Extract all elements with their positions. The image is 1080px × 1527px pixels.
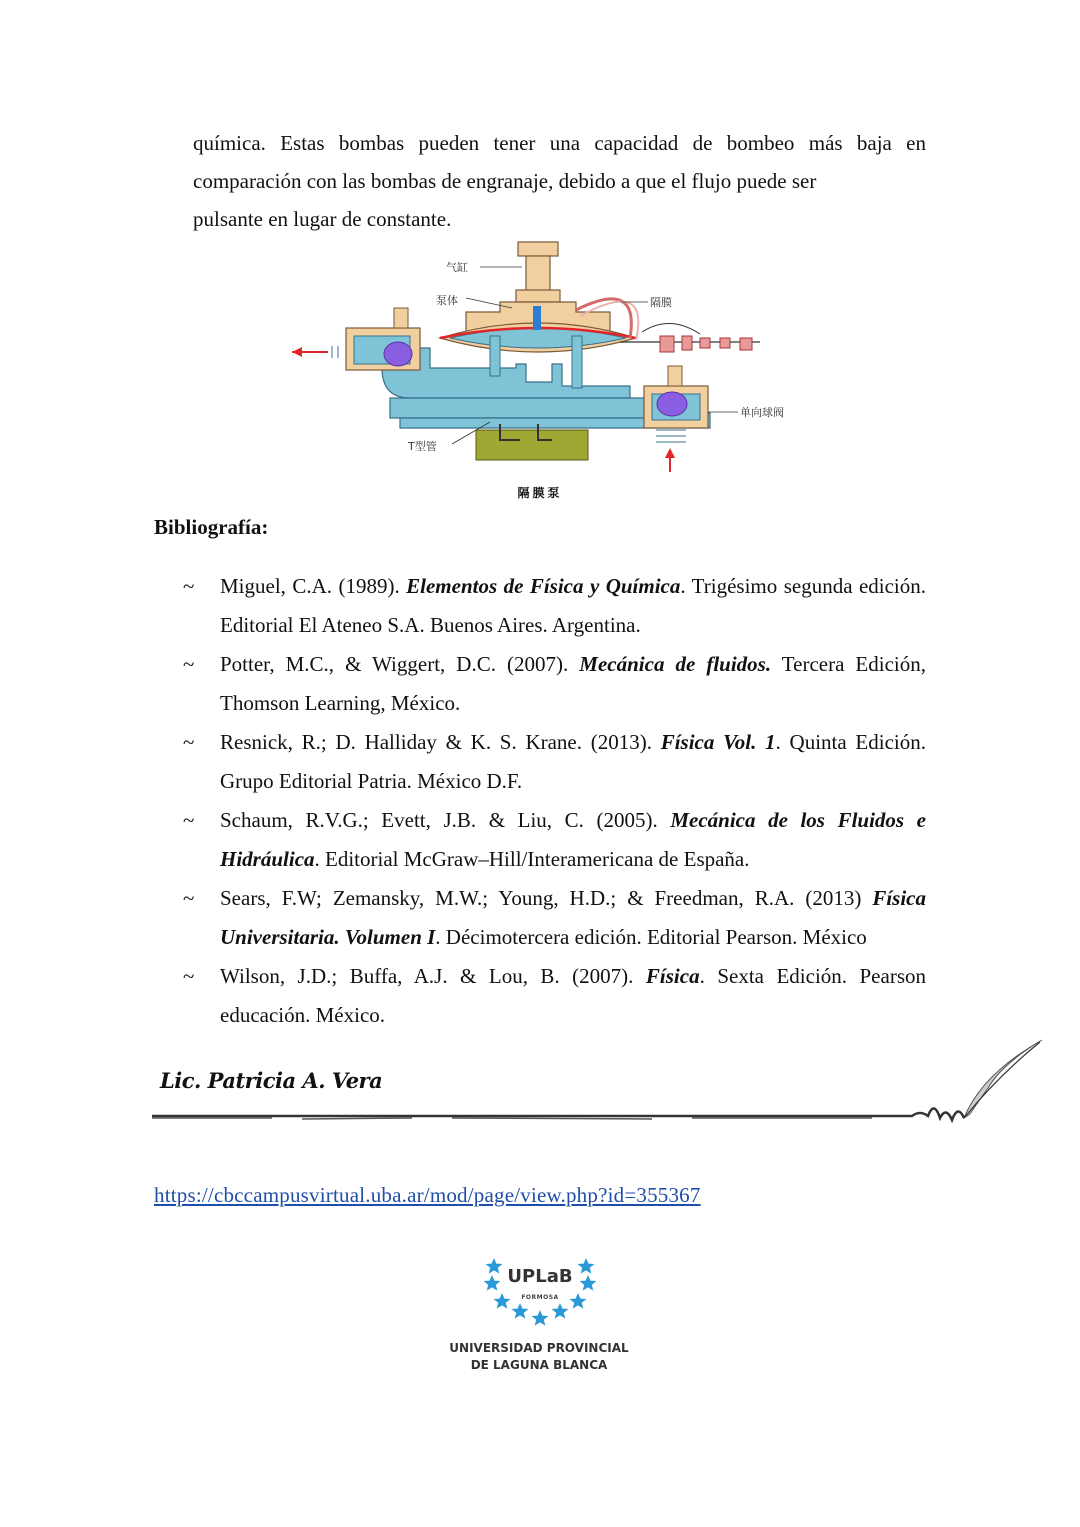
- source-link[interactable]: https://cbccampusvirtual.uba.ar/mod/page/view.php?id=355367: [154, 1183, 701, 1207]
- reference-item: ~ Wilson, J.D.; Buffa, A.J. & Lou, B. (2007). Física. Sexta Edición. Pearson educación. México.: [183, 957, 926, 1034]
- reference-item: ~ Sears, F.W; Zemansky, M.W.; Young, H.D.; & Freedman, R.A. (2013) Física Universitaria. Volumen I. Décimotercera edición. Editorial Pearson. México: [183, 879, 926, 956]
- figure-caption: 隔膜泵: [517, 486, 563, 500]
- university-name: [0, 1340, 1078, 1374]
- label-diaphragm: 隔膜: [650, 296, 672, 309]
- label-cylinder: 气缸: [446, 261, 468, 274]
- bibliography-heading: Bibliografía:: [154, 515, 269, 539]
- bullet-tilde: ~: [183, 652, 195, 676]
- bullet-tilde: ~: [183, 886, 195, 910]
- reference-item: ~ Resnick, R.; D. Halliday & K. S. Krane. (2013). Física Vol. 1. Quinta Edición. Grupo Editorial Patria. México D.F.: [183, 723, 926, 800]
- university-line-1: UNIVERSIDAD PROVINCIAL: [449, 1341, 629, 1355]
- bullet-tilde: ~: [183, 964, 195, 988]
- university-line-2: DE LAGUNA BLANCA: [470, 1358, 608, 1372]
- logo-wordmark: UPLaB: [507, 1266, 573, 1287]
- reference-item: ~ Potter, M.C., & Wiggert, D.C. (2007). Mecánica de fluidos. Tercera Edición, Thomson Learning, México.: [183, 645, 926, 722]
- logo-subtitle: FORMOSA: [521, 1294, 559, 1301]
- intro-text: química. Estas bombas pueden tener una capacidad de bombeo más baja en comparación con las bombas de engranaje, debido a que el flujo puede ser: [193, 131, 926, 193]
- bullet-tilde: ~: [183, 730, 195, 754]
- bullet-tilde: ~: [183, 574, 195, 598]
- intro-text-end: pulsante en lugar de constante.: [193, 207, 452, 231]
- bullet-tilde: ~: [183, 808, 195, 832]
- label-t-pipe: T型管: [408, 440, 437, 453]
- label-pump-body: 泵体: [436, 294, 458, 307]
- reference-item: ~ Miguel, C.A. (1989). Elementos de Física y Química. Trigésimo segunda edición. Editorial El Ateneo S.A. Buenos Aires. Argentina.: [183, 567, 926, 644]
- intro-paragraph: [193, 124, 926, 238]
- label-check-valve: 单向球阀: [740, 406, 784, 419]
- reference-list: [183, 567, 926, 1035]
- reference-item: ~ Schaum, R.V.G.; Evett, J.B. & Liu, C. (2005). Mecánica de los Fluidos e Hidráulica. Editorial McGraw–Hill/Interamericana de España.: [183, 801, 926, 878]
- diaphragm-pump-diagram: [290, 238, 800, 508]
- signature-name: Lic. Patricia A. Vera: [160, 1068, 383, 1093]
